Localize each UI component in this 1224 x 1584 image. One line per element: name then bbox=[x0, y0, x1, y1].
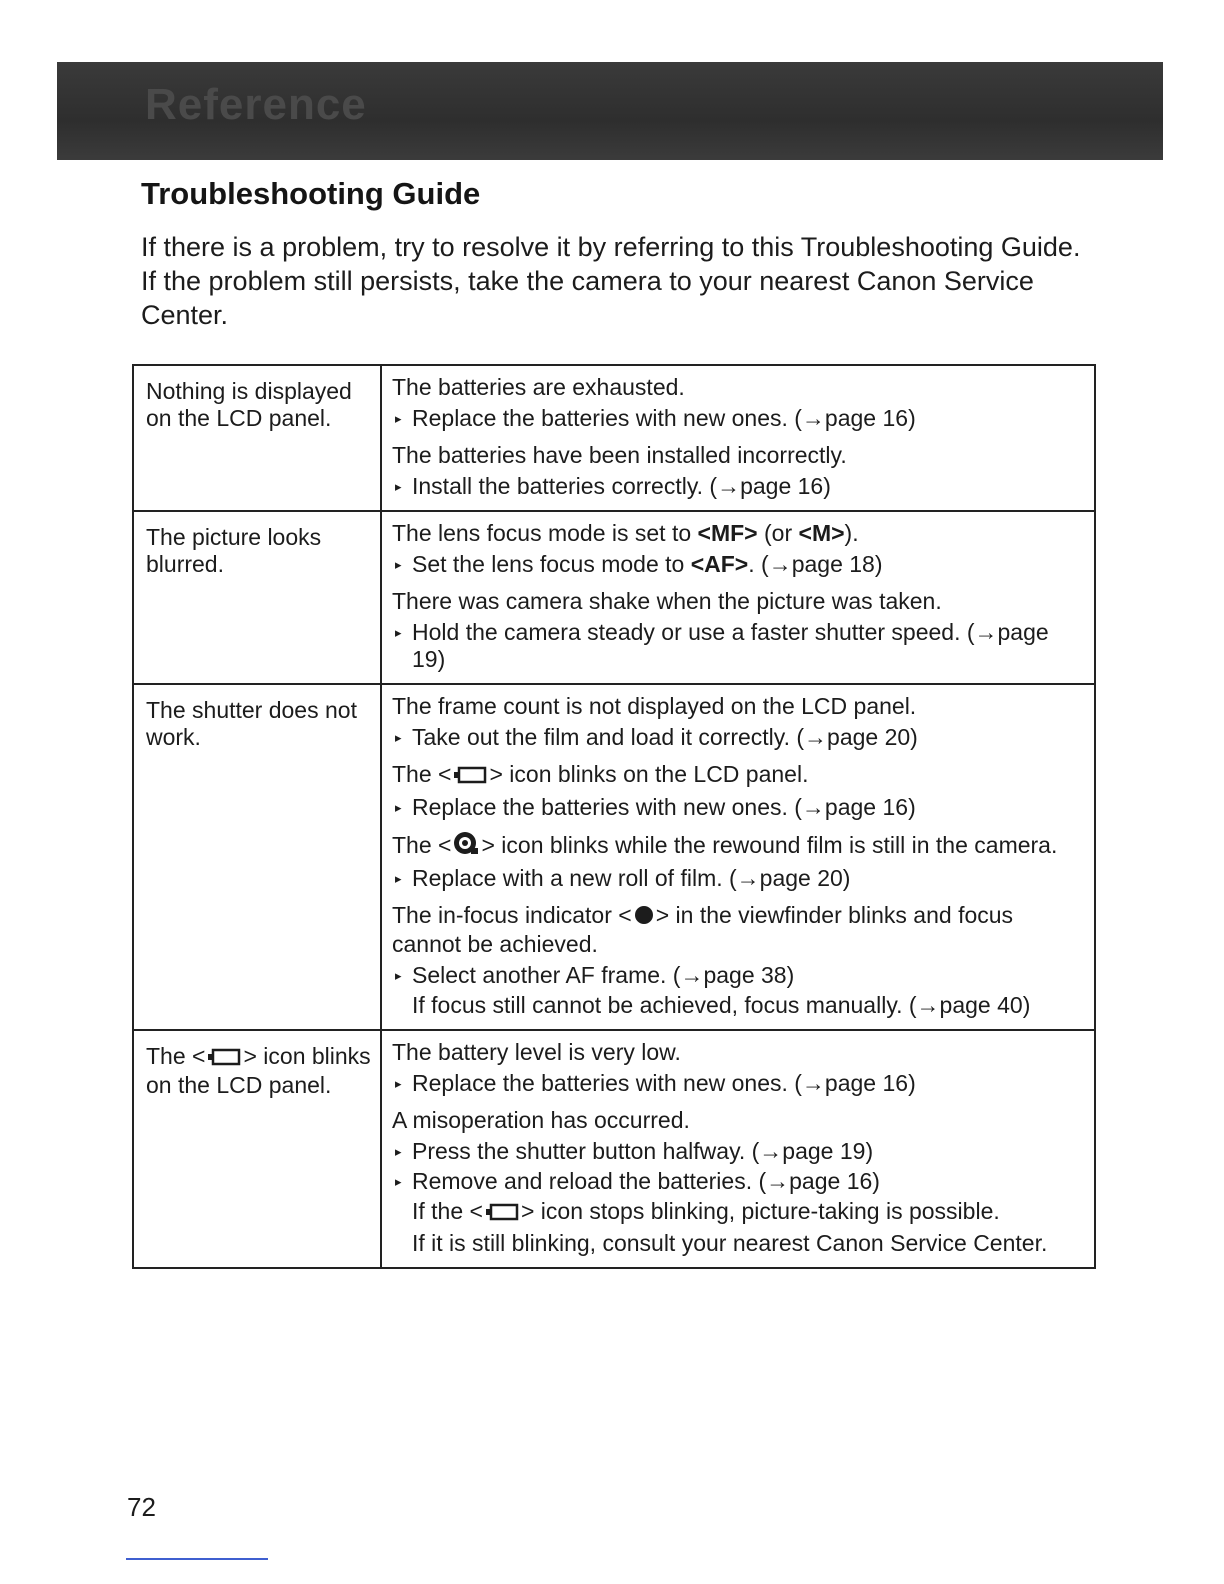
solution-entry bbox=[392, 902, 1084, 1019]
intro-paragraph: If there is a problem, try to resolve it by referring to this Troubleshooting Guide. If the problem still persists, take the camera to your nearest Canon Service Center. bbox=[141, 232, 1081, 330]
in-focus-dot-icon bbox=[634, 904, 654, 931]
bullet-icon: ▸ bbox=[395, 411, 402, 426]
cause-text: There was camera shake when the picture was taken. bbox=[392, 588, 942, 614]
page-heading: Troubleshooting Guide bbox=[141, 176, 481, 211]
remedy-text: ▸ Set the lens focus mode to <AF>. (→page 18) bbox=[395, 551, 883, 577]
battery-icon bbox=[485, 1200, 519, 1227]
remedy-text: ▸ Replace the batteries with new ones. (→page 16) bbox=[395, 405, 916, 431]
bullet-icon: ▸ bbox=[395, 1174, 402, 1189]
remedy-text: ▸ Replace the batteries with new ones. (→page 16) bbox=[395, 794, 916, 820]
cause-text: The < > icon blinks while the rewound film is still in the camera. bbox=[392, 831, 1084, 861]
problem-cell: Nothing is displayed on the LCD panel. bbox=[133, 365, 381, 511]
solution-entry bbox=[392, 588, 1084, 673]
battery-icon bbox=[453, 763, 487, 790]
solution-entry bbox=[392, 520, 1084, 578]
cause-text: The batteries have been installed incorrectly. bbox=[392, 442, 847, 468]
solution-entry bbox=[392, 1107, 1084, 1257]
remedy-text: ▸ Remove and reload the batteries. (→page 16) bbox=[395, 1168, 880, 1194]
bullet-icon: ▸ bbox=[395, 1144, 402, 1159]
solution-entry bbox=[392, 831, 1084, 892]
cause-text: The batteries are exhausted. bbox=[392, 374, 685, 400]
solutions-cell bbox=[381, 1030, 1095, 1268]
bullet-icon: ▸ bbox=[395, 479, 402, 494]
remedy-text: ▸ Take out the film and load it correctly. (→page 20) bbox=[395, 724, 918, 750]
remedy-text: ▸ Hold the camera steady or use a faster shutter speed. (→page 19) bbox=[395, 619, 1049, 672]
cause-text: A misoperation has occurred. bbox=[392, 1107, 690, 1133]
bullet-icon: ▸ bbox=[395, 730, 402, 745]
remedy-text: ▸ Replace the batteries with new ones. (→page 16) bbox=[395, 1070, 916, 1096]
film-cartridge-icon bbox=[453, 831, 479, 861]
solutions-cell bbox=[381, 684, 1095, 1030]
solutions-cell bbox=[381, 511, 1095, 684]
problem-cell: The < > icon blinks on the LCD panel. bbox=[133, 1030, 381, 1268]
problem-cell: The shutter does not work. bbox=[133, 684, 381, 1030]
bullet-icon: ▸ bbox=[395, 625, 402, 640]
remedy-text: ▸ Install the batteries correctly. (→page 16) bbox=[395, 473, 831, 499]
note-text: If the < > icon stops blinking, picture-taking is possible. bbox=[392, 1198, 1084, 1227]
bullet-icon: ▸ bbox=[395, 557, 402, 572]
table-row bbox=[133, 511, 1095, 684]
section-banner bbox=[57, 62, 1163, 160]
page-number: 72 bbox=[127, 1492, 156, 1522]
cause-text: The frame count is not displayed on the LCD panel. bbox=[392, 693, 917, 719]
problem-cell: The picture looks blurred. bbox=[133, 511, 381, 684]
remedy-text: ▸ Select another AF frame. (→page 38) bbox=[395, 962, 795, 988]
solution-entry bbox=[392, 693, 1084, 751]
table-row bbox=[133, 1030, 1095, 1268]
cause-text: The lens focus mode is set to <MF> (or <M>). bbox=[392, 520, 859, 546]
note-text: If it is still blinking, consult your nearest Canon Service Center. bbox=[412, 1230, 1048, 1256]
battery-icon bbox=[207, 1045, 241, 1072]
bullet-icon: ▸ bbox=[395, 968, 402, 983]
cause-text: The < > icon blinks on the LCD panel. bbox=[392, 761, 1084, 790]
bullet-icon: ▸ bbox=[395, 871, 402, 886]
bullet-icon: ▸ bbox=[395, 1076, 402, 1091]
solution-entry bbox=[392, 761, 1084, 821]
solution-entry bbox=[392, 442, 1084, 500]
note-text: If focus still cannot be achieved, focus manually. (→page 40) bbox=[412, 992, 1031, 1018]
cause-text: The battery level is very low. bbox=[392, 1039, 681, 1065]
table-row bbox=[133, 684, 1095, 1030]
remedy-text: ▸ Press the shutter button halfway. (→page 19) bbox=[395, 1138, 874, 1164]
solution-entry bbox=[392, 374, 1084, 432]
footer-rule bbox=[126, 1558, 268, 1560]
troubleshooting-table bbox=[132, 364, 1096, 1269]
bullet-icon: ▸ bbox=[395, 800, 402, 815]
solutions-cell bbox=[381, 365, 1095, 511]
section-title: Reference bbox=[145, 80, 367, 129]
cause-text: The in-focus indicator < > in the viewfinder blinks and focus cannot be achieved. bbox=[392, 902, 1014, 957]
table-row bbox=[133, 365, 1095, 511]
solution-entry bbox=[392, 1039, 1084, 1097]
remedy-text: ▸ Replace with a new roll of film. (→page 20) bbox=[395, 865, 851, 891]
